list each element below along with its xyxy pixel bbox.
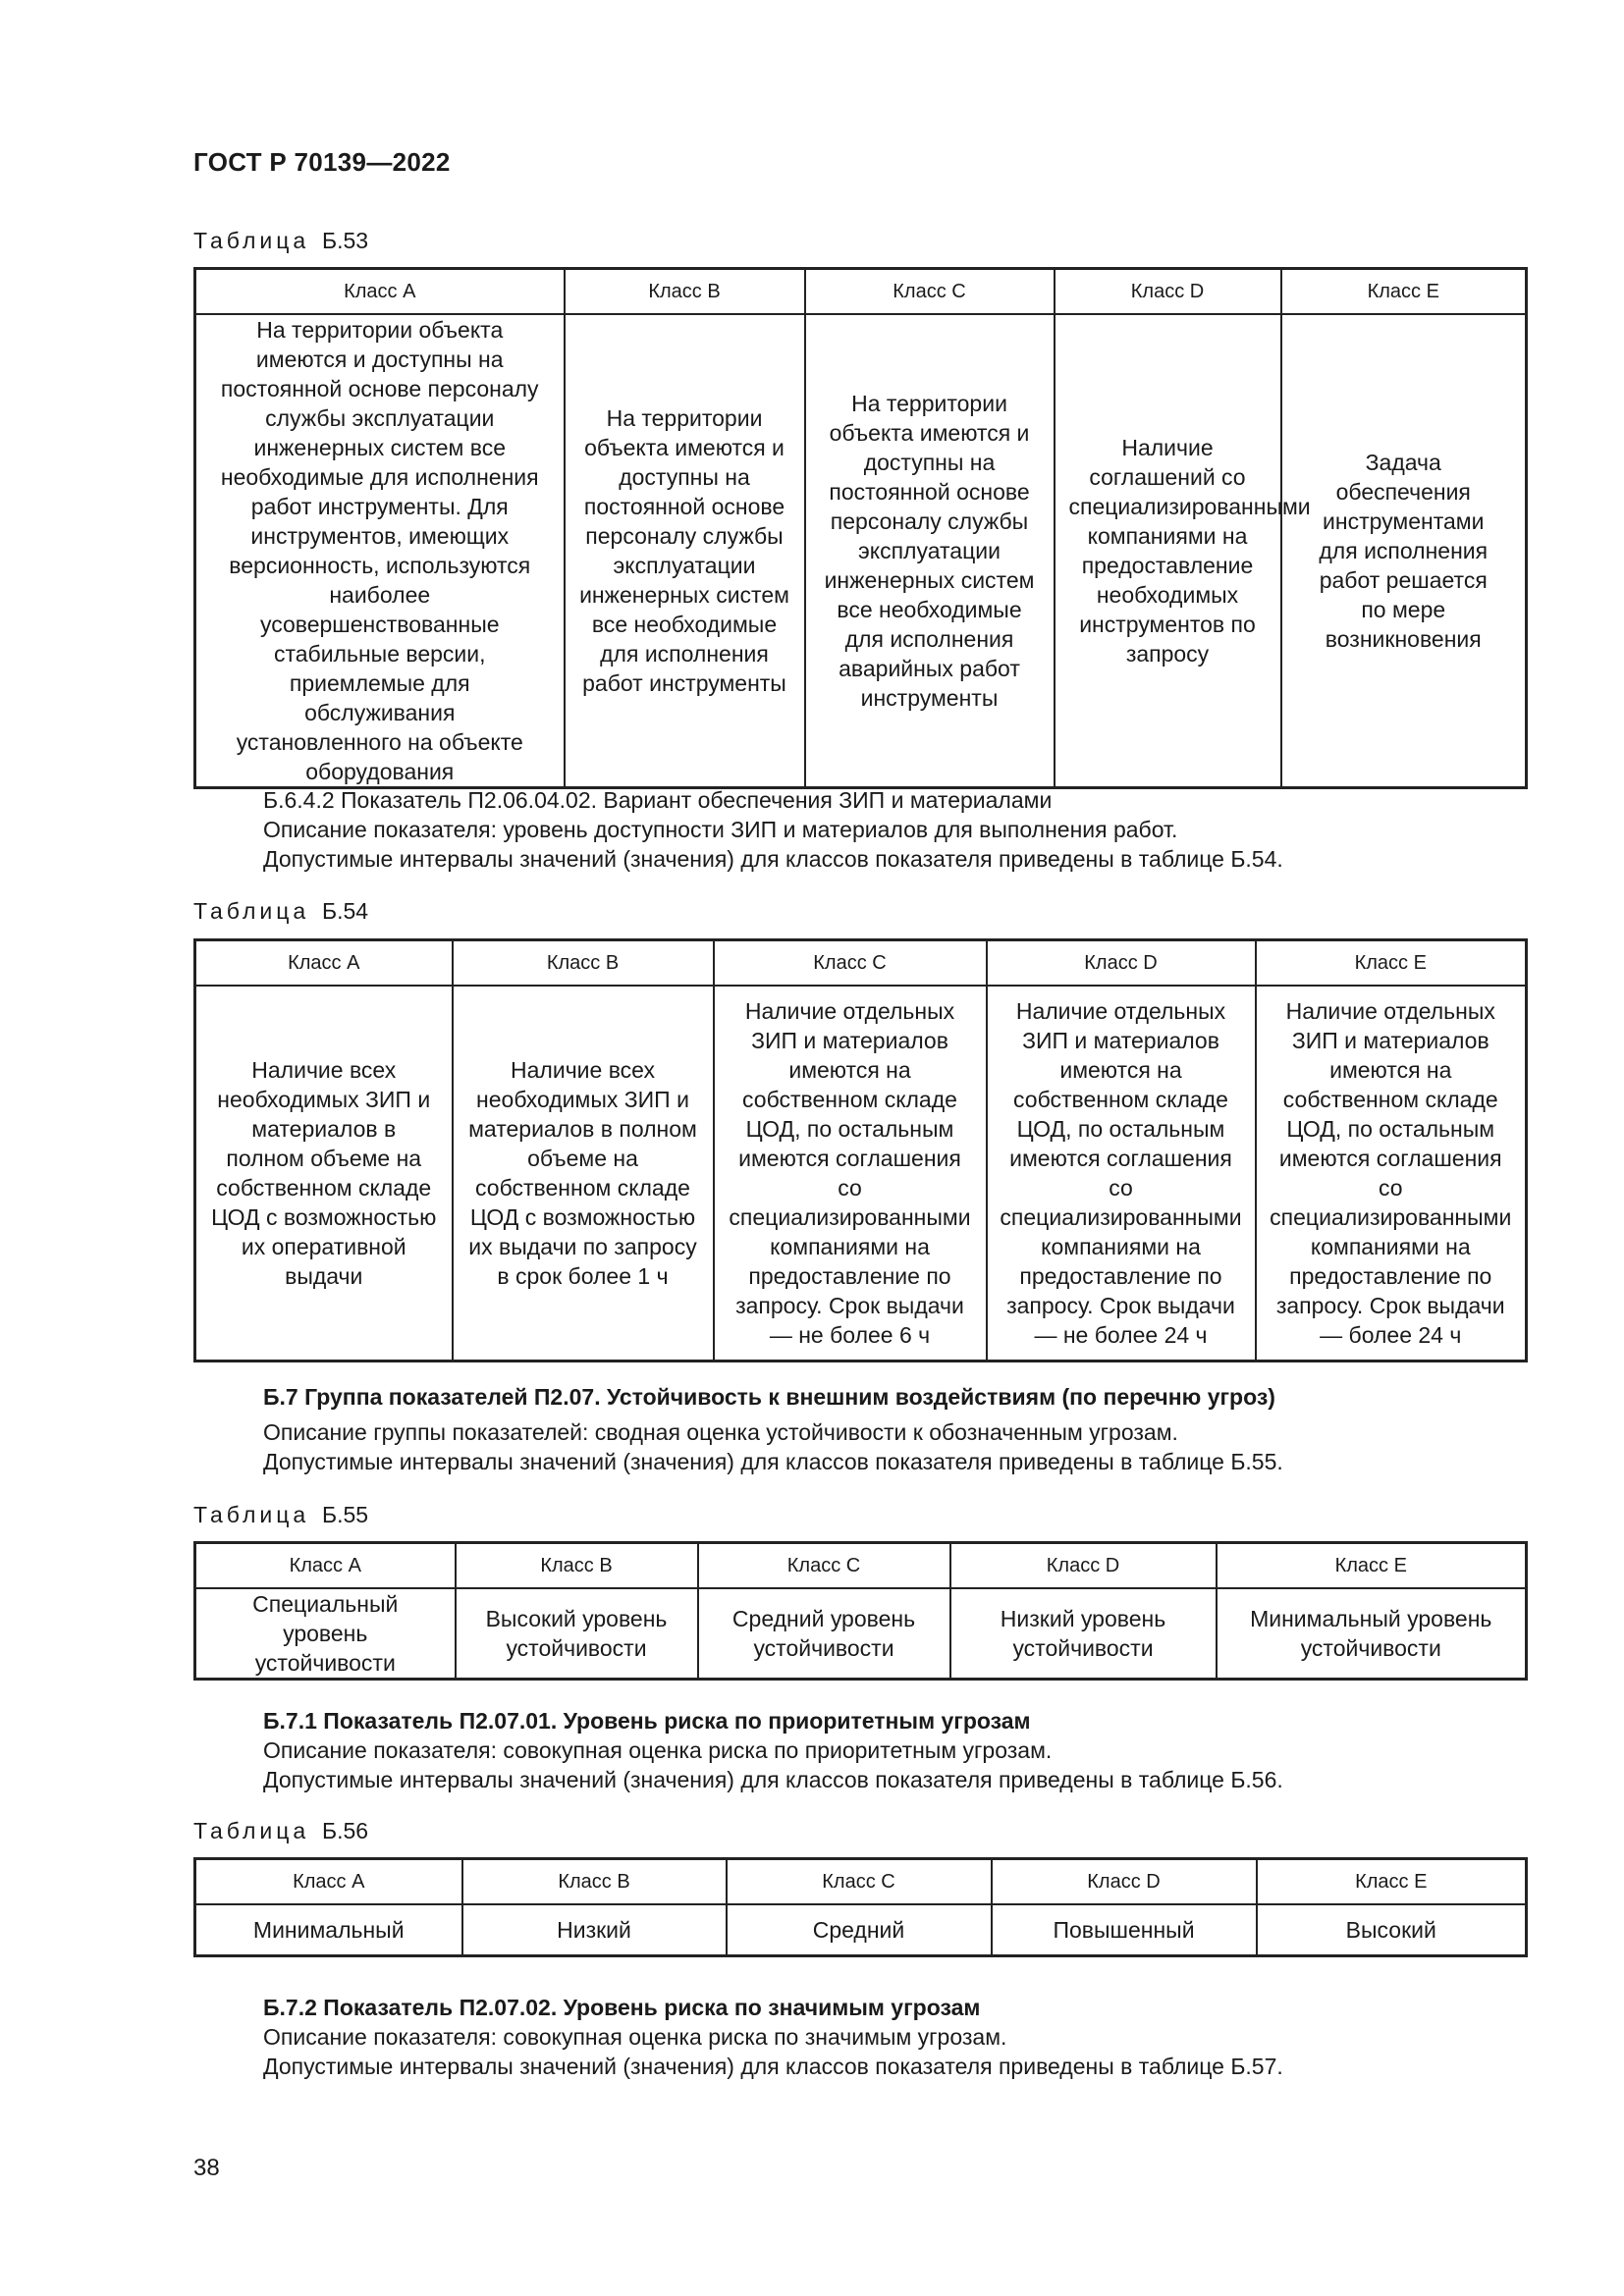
cell-class-c: Средний уровень устойчивости	[698, 1588, 950, 1680]
section-title: Б.6.4.2 Показатель П2.06.04.02. Вариант обеспечения ЗИП и материалами	[263, 787, 1053, 813]
table-b53	[193, 267, 1528, 789]
header-class-a: Класс A	[195, 1543, 456, 1589]
header-class-c: Класс C	[805, 269, 1055, 315]
header-class-a: Класс A	[195, 269, 565, 315]
table-header-row	[195, 1543, 1527, 1589]
header-class-d: Класс D	[992, 1859, 1257, 1905]
table-caption-b54	[193, 898, 368, 925]
table-row	[195, 1588, 1527, 1680]
caption-word: Таблица	[193, 1818, 310, 1843]
document-header: ГОСТ Р 70139—2022	[193, 147, 451, 177]
table-caption-b53	[193, 228, 368, 254]
header-class-d: Класс D	[987, 940, 1256, 987]
header-class-c: Класс C	[727, 1859, 992, 1905]
caption-number: Б.55	[321, 1502, 369, 1527]
table-b54	[193, 938, 1528, 1362]
header-class-b: Класс B	[453, 940, 714, 987]
cell-class-c: На территории объекта имеются и доступны на постоянной основе персоналу службы эксплуатации инженерных систем все необходимые для исполнения аварийных работ инструменты	[805, 314, 1055, 788]
cell-class-b: Наличие всех необходимых ЗИП и материалов в полном объеме на собственном складе ЦОД с возможностью их выдачи по запросу в срок более 1 ч	[453, 986, 714, 1361]
cell-class-b: На территории объекта имеются и доступны на постоянной основе персоналу службы эксплуатации инженерных систем все необходимые для исполнения работ инструменты	[565, 314, 805, 788]
header-class-d: Класс D	[1055, 269, 1281, 315]
section-description: Описание группы показателей: сводная оценка устойчивости к обозначенным угрозам.	[263, 1419, 1178, 1445]
cell-class-d: Наличие отдельных ЗИП и материалов имеются на собственном складе ЦОД, по остальным имеются соглашения со специализированными компаниями на предоставление по запросу. Срок выдачи — не более 24 ч	[987, 986, 1256, 1361]
cell-class-c: Наличие отдельных ЗИП и материалов имеются на собственном складе ЦОД, по остальным имеются соглашения со специализированными компаниями на предоставление по запросу. Срок выдачи — не более 6 ч	[714, 986, 987, 1361]
section-reference: Допустимые интервалы значений (значения) для классов показателя приведены в таблице Б.54.	[263, 846, 1283, 872]
cell-class-d: Повышенный	[992, 1904, 1257, 1955]
header-class-d: Класс D	[950, 1543, 1217, 1589]
cell-class-a: Специальный уровень устойчивости	[195, 1588, 456, 1680]
caption-word: Таблица	[193, 898, 310, 924]
section-b71	[263, 1706, 1540, 1794]
section-reference: Допустимые интервалы значений (значения) для классов показателя приведены в таблице Б.56.	[263, 1767, 1283, 1792]
table-header-row	[195, 940, 1527, 987]
table-b56	[193, 1857, 1528, 1957]
page-number: 38	[193, 2155, 220, 2181]
section-title: Б.7.2 Показатель П2.07.02. Уровень риска по значимым угрозам	[263, 1995, 981, 2020]
section-title: Б.7 Группа показателей П2.07. Устойчивость к внешним воздействиям (по перечню угроз)	[263, 1384, 1275, 1410]
cell-class-c: Средний	[727, 1904, 992, 1955]
header-class-a: Класс A	[195, 940, 453, 987]
header-class-b: Класс B	[565, 269, 805, 315]
section-b7	[263, 1382, 1540, 1476]
header-class-b: Класс B	[456, 1543, 698, 1589]
cell-class-d: Низкий уровень устойчивости	[950, 1588, 1217, 1680]
table-row	[195, 314, 1527, 788]
cell-class-e: Минимальный уровень устойчивости	[1217, 1588, 1527, 1680]
header-class-b: Класс B	[462, 1859, 727, 1905]
caption-number: Б.56	[321, 1818, 369, 1843]
header-class-e: Класс E	[1217, 1543, 1527, 1589]
section-description: Описание показателя: совокупная оценка риска по значимым угрозам.	[263, 2024, 1007, 2050]
header-class-c: Класс C	[698, 1543, 950, 1589]
section-description: Описание показателя: уровень доступности ЗИП и материалов для выполнения работ.	[263, 817, 1178, 842]
caption-number: Б.53	[321, 228, 369, 253]
cell-class-e: Наличие отдельных ЗИП и материалов имеются на собственном складе ЦОД, по остальным имеются соглашения со специализированными компаниями на предоставление по запросу. Срок выдачи — более 24 ч	[1256, 986, 1527, 1361]
header-class-e: Класс E	[1281, 269, 1527, 315]
cell-class-d: Наличие соглашений со специализированными компаниями на предоставление необходимых инструментов по запросу	[1055, 314, 1281, 788]
section-b72	[263, 1993, 1540, 2081]
table-row	[195, 986, 1527, 1361]
caption-word: Таблица	[193, 1502, 310, 1527]
cell-class-e: Высокий	[1257, 1904, 1527, 1955]
table-caption-b56	[193, 1818, 368, 1844]
section-description: Описание показателя: совокупная оценка риска по приоритетным угрозам.	[263, 1737, 1053, 1763]
table-b55	[193, 1541, 1528, 1681]
caption-number: Б.54	[321, 898, 369, 924]
section-reference: Допустимые интервалы значений (значения) для классов показателя приведены в таблице Б.55.	[263, 1449, 1283, 1474]
table-caption-b55	[193, 1502, 368, 1528]
caption-word: Таблица	[193, 228, 310, 253]
cell-class-a: На территории объекта имеются и доступны на постоянной основе персоналу службы эксплуатации инженерных систем все необходимые для исполнения работ инструменты. Для инструментов, имеющих версионность, используются наиболее усовершенствованные стабильные версии, приемлемые для обслуживания установленного на объекте оборудования	[195, 314, 565, 788]
cell-class-b: Низкий	[462, 1904, 727, 1955]
table-header-row	[195, 269, 1527, 315]
section-b642	[263, 785, 1540, 874]
cell-class-b: Высокий уровень устойчивости	[456, 1588, 698, 1680]
section-title: Б.7.1 Показатель П2.07.01. Уровень риска по приоритетным угрозам	[263, 1708, 1031, 1734]
header-class-e: Класс E	[1257, 1859, 1527, 1905]
table-header-row	[195, 1859, 1527, 1905]
table-row	[195, 1904, 1527, 1955]
cell-class-a: Наличие всех необходимых ЗИП и материалов в полном объеме на собственном складе ЦОД с возможностью их оперативной выдачи	[195, 986, 453, 1361]
cell-class-e: Задача обеспечения инструментами для исполнения работ решается по мере возникновения	[1281, 314, 1527, 788]
header-class-e: Класс E	[1256, 940, 1527, 987]
section-reference: Допустимые интервалы значений (значения) для классов показателя приведены в таблице Б.57.	[263, 2054, 1283, 2079]
header-class-c: Класс C	[714, 940, 987, 987]
header-class-a: Класс A	[195, 1859, 462, 1905]
cell-class-a: Минимальный	[195, 1904, 462, 1955]
